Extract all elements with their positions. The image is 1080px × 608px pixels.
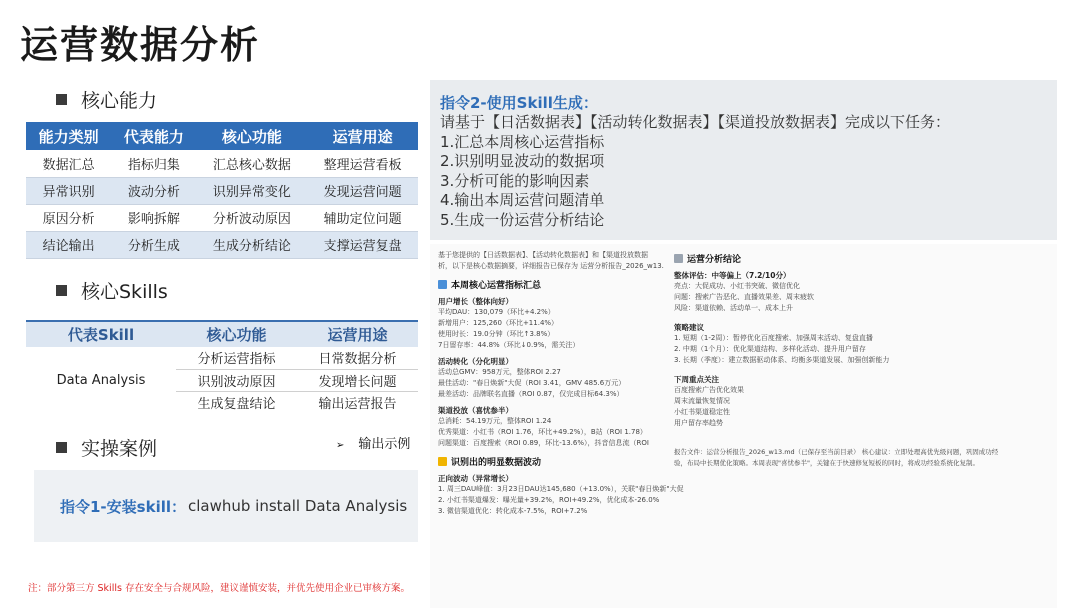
summary-heading xyxy=(438,278,708,291)
list-item: 2. 小红书渠道爆发：曝光量+39.2%，ROI+49.2%，优化成本-26.0% xyxy=(438,496,660,504)
list-item: 新增用户：125,260（环比+11.4%） xyxy=(438,319,559,327)
list-item: 风险：渠道依赖、活动单一、成本上升 xyxy=(674,304,793,312)
section-core-skills xyxy=(56,277,168,304)
list-item: 使用时长：19.0分钟（环比↑3.8%） xyxy=(438,330,555,338)
report-file-note: 验，布局中长期优化策略。本周表现"喜忧参半"，关键在于快速修复短板的同时，将成功经验系统化复制。 xyxy=(674,459,979,467)
list-item: 1. 周三DAU峰值：3月23日DAU达145,680（+13.0%），关联"春日焕新"大促 xyxy=(438,485,684,493)
bullet-square-icon xyxy=(56,285,67,296)
skills-table xyxy=(26,320,418,413)
command-heading: 指令2-使用Skill生成： xyxy=(440,94,598,112)
fluctuation-heading xyxy=(438,455,708,468)
bullet-square-icon xyxy=(56,94,67,105)
table-cell: 识别异常变化 xyxy=(196,177,307,204)
table-cell: 输出运营报告 xyxy=(318,396,397,412)
bar-chart-icon xyxy=(438,280,447,289)
table-cell: 发现运营问题 xyxy=(307,177,418,204)
list-item: 问题渠道：百度搜索（ROI 0.89，环比-13.6%），抖音信息流（ROI xyxy=(438,439,649,447)
table-cell: 波动分析 xyxy=(111,177,196,204)
table-cell: 生成复盘结论 xyxy=(197,396,276,412)
subsection-title: 活动转化（分化明显） xyxy=(438,357,513,366)
subsection-title: 用户增长（整体向好） xyxy=(438,297,513,306)
table-cell: 汇总核心数据 xyxy=(196,150,307,177)
command-line: 3.分析可能的影响因素 xyxy=(440,171,590,190)
document-icon xyxy=(674,254,683,263)
table-header: 代表Skill xyxy=(26,321,176,347)
table-header: 核心功能 xyxy=(196,122,307,150)
table-cell: 影响拆解 xyxy=(111,204,196,231)
report-left-column xyxy=(438,250,708,517)
list-item: 活动总GMV：958万元，整体ROI 2.27 xyxy=(438,368,561,376)
table-cell: 支撑运营复盘 xyxy=(307,231,418,258)
table-cell: 生成分析结论 xyxy=(196,231,307,258)
report-right-column xyxy=(674,250,1049,469)
command-text: clawhub install Data Analysis xyxy=(188,497,408,515)
output-example-label xyxy=(336,433,410,452)
table-cell: 原因分析 xyxy=(26,204,111,231)
table-cell: 整理运营看板 xyxy=(307,150,418,177)
list-item: 问题：搜索广告恶化、直播效果差、周末疲软 xyxy=(674,293,814,301)
table-cell: 发现增长问题 xyxy=(297,369,418,391)
table-cell: 分析生成 xyxy=(111,231,196,258)
subsection-title: 渠道投放（喜忧参半） xyxy=(438,406,513,415)
table-header: 运营用途 xyxy=(297,321,418,347)
report-intro: 基于您提供的【日活数据表】、【活动转化数据表】和【渠道投放数据 xyxy=(438,251,648,259)
list-item: 总消耗：54.19万元，整体ROI 1.24 xyxy=(438,417,552,425)
list-item: 最差活动：品牌联名直播（ROI 0.87，仅完成目标64.3%） xyxy=(438,390,624,398)
section-core-ability xyxy=(56,86,157,113)
table-header-row xyxy=(26,321,418,347)
table-cell: 异常识别 xyxy=(26,177,111,204)
ability-table xyxy=(26,122,418,259)
table-cell: 日常数据分析 xyxy=(297,347,418,369)
skill-name-cell: Data Analysis xyxy=(56,372,146,388)
list-item: 3. 微信渠道优化：转化成本-7.5%，ROI+7.2% xyxy=(438,507,588,515)
table-row xyxy=(26,177,418,204)
command-line: 4.输出本周运营问题清单 xyxy=(440,191,605,209)
fluctuation-heading-text: 识别出的明显数据波动 xyxy=(451,458,542,468)
list-item: 亮点：大促成功、小红书突破、微信优化 xyxy=(674,282,800,290)
table-cell: 分析运营指标 xyxy=(176,347,297,369)
list-item: 用户留存率趋势 xyxy=(674,419,723,427)
table-row xyxy=(26,204,418,231)
summary-heading-text: 本周核心运营指标汇总 xyxy=(451,281,542,291)
list-item: 周末流量恢复情况 xyxy=(674,397,730,405)
table-cell: 数据汇总 xyxy=(26,150,111,177)
table-header: 能力类别 xyxy=(26,122,111,150)
subsection-title: 策略建议 xyxy=(674,323,704,332)
subsection-title: 下周重点关注 xyxy=(674,375,719,384)
table-header: 代表能力 xyxy=(111,122,196,150)
table-row xyxy=(26,231,418,258)
command-line: 请基于【日活数据表】【活动转化数据表】【渠道投放数据表】完成以下任务： xyxy=(440,113,951,131)
command-line: 5.生成一份运营分析结论 xyxy=(440,210,605,229)
command-line: 1.汇总本周核心运营指标 xyxy=(440,132,605,151)
output-example-text: 输出示例 xyxy=(358,437,411,452)
report-intro: 析，以下是核心数据摘要，详细报告已保存为 运营分析报告_2026_w13. xyxy=(438,262,664,270)
table-cell: 指标归集 xyxy=(111,150,196,177)
table-header: 核心功能 xyxy=(176,321,297,347)
report-screenshot xyxy=(430,244,1057,608)
overall-evaluation: 整体评估：中等偏上（7.2/10分） xyxy=(674,271,791,280)
table-header-row xyxy=(26,122,418,150)
table-header: 运营用途 xyxy=(307,122,418,150)
section-label: 实操案例 xyxy=(81,438,158,460)
subsection-title: 正向波动（异常增长） xyxy=(438,474,513,483)
list-item: 最佳活动："春日焕新"大促（ROI 3.41，GMV 485.6万元） xyxy=(438,379,626,387)
command-line: 2.识别明显波动的数据项 xyxy=(440,152,605,170)
usage-command-box xyxy=(430,80,1057,240)
section-label: 核心Skills xyxy=(81,281,168,303)
list-item: 3. 长期（季度）：建立数据驱动体系、均衡多渠道发展、加强创新能力 xyxy=(674,356,890,364)
conclusion-heading-text: 运营分析结论 xyxy=(687,255,742,265)
table-row xyxy=(26,347,418,369)
table-cell: 识别波动原因 xyxy=(176,369,297,391)
list-item: 优秀渠道：小红书（ROI 1.76，环比+49.2%），B站（ROI 1.78） xyxy=(438,428,647,436)
list-item: 1. 短期（1-2周）：暂停优化百度搜索、加强周末活动、复盘直播 xyxy=(674,334,873,342)
footnote: 注：部分第三方 Skills 存在安全与合规风险，建议谨慎安装，并优先使用企业已审核方案。 xyxy=(28,583,410,594)
section-cases xyxy=(56,434,157,461)
warning-icon xyxy=(438,457,447,466)
page-title: 运营数据分析 xyxy=(20,23,261,67)
table-row xyxy=(26,150,418,177)
list-item: 7日留存率：44.8%（环比↓0.9%，需关注） xyxy=(438,341,580,349)
install-command-box xyxy=(34,470,418,542)
list-item: 2. 中期（1个月）：优化渠道结构、多样化活动、提升用户留存 xyxy=(674,345,866,353)
table-cell: 结论输出 xyxy=(26,231,111,258)
arrow-right-icon: ➢ xyxy=(336,440,345,451)
list-item: 小红书渠道稳定性 xyxy=(674,408,730,416)
conclusion-heading xyxy=(674,252,1049,265)
section-label: 核心能力 xyxy=(81,90,158,112)
table-cell: 辅助定位问题 xyxy=(307,204,418,231)
bullet-square-icon xyxy=(56,442,67,453)
list-item: 平均DAU：130,079（环比+4.2%） xyxy=(438,308,555,316)
report-file-note: 报告文件：运营分析报告_2026_w13.md（已保存至当前目录） 核心建议：立即处理高优先级问题，巩固成功经 xyxy=(674,448,999,456)
command-label: 指令1-安装skill： xyxy=(60,497,186,516)
table-cell: 分析波动原因 xyxy=(196,204,307,231)
list-item: 百度搜索广告优化效果 xyxy=(674,386,744,394)
